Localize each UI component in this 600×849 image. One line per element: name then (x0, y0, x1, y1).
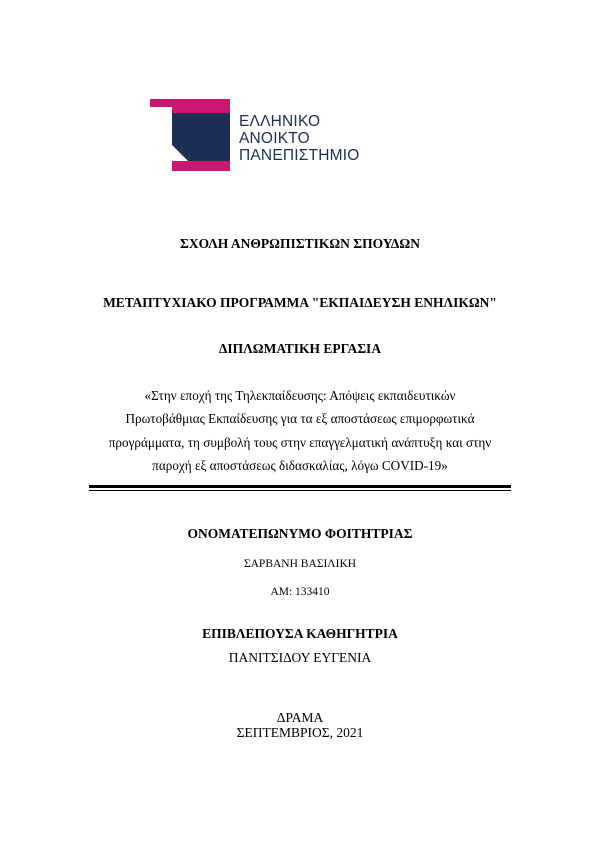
program-name: ΜΕΤΑΠΤΥΧΙΑΚΟ ΠΡΟΓΡΑΜΜΑ "ΕΚΠΑΙΔΕΥΣΗ ΕΝΗΛΙΚΩΝ" (103, 295, 497, 310)
logo-line-2: ΑΝΟΙΚΤΟ (239, 130, 310, 147)
student-heading: ΟΝΟΜΑΤΕΠΩΝΥΜΟ ΦΟΙΤΗΤΡΙΑΣ (187, 526, 413, 541)
student-name: ΣΑΡΒΑΝΗ ΒΑΣΙΛΙΚΗ (243, 558, 357, 570)
logo-line-3: ΠΑΝΕΠΙΣΤΗΜΙΟ (239, 147, 360, 164)
logo-line-1: ΕΛΛΗΝΙΚΟ (239, 113, 321, 130)
place: ΔΡΑΜΑ (276, 710, 324, 725)
university-logo (150, 99, 380, 171)
thesis-title (80, 384, 520, 477)
thesis-title-line: παροχή εξ αποστάσεως διδασκαλίας, λόγω COVID-19» (152, 457, 448, 473)
thesis-title-line: «Στην εποχή της Τηλεκπαίδευσης: Απόψεις εκπαιδευτικών (144, 388, 456, 403)
supervisor-name: ΠΑΝΙΤΣΙΔΟΥ ΕΥΓΕΝΙΑ (228, 650, 372, 665)
thesis-type: ΔΙΠΛΩΜΑΤΙΚΗ ΕΡΓΑΣΙΑ (218, 341, 382, 356)
title-divider-thin (89, 490, 511, 491)
university-logo-mark (150, 99, 230, 171)
thesis-title-line: Πρωτοβάθμιας Εκπαίδευσης για τα εξ αποστάσεως επιμορφωτικά (125, 411, 475, 427)
university-logo-text (239, 113, 359, 164)
title-divider-thick (89, 485, 511, 488)
student-id: ΑΜ: 133410 (270, 586, 330, 598)
thesis-title-line: προγράμματα, τη συμβολή τους στην επαγγελματική ανάπτυξη και στην (108, 434, 492, 450)
supervisor-heading: ΕΠΙΒΛΕΠΟΥΣΑ ΚΑΘΗΓΗΤΡΙΑ (202, 626, 398, 641)
school-name: ΣΧΟΛΗ ΑΝΘΡΩΠΙΣΤΙΚΩΝ ΣΠΟΥΔΩΝ (180, 236, 420, 251)
date: ΣΕΠΤΕΜΒΡΙΟΣ, 2021 (236, 725, 364, 740)
